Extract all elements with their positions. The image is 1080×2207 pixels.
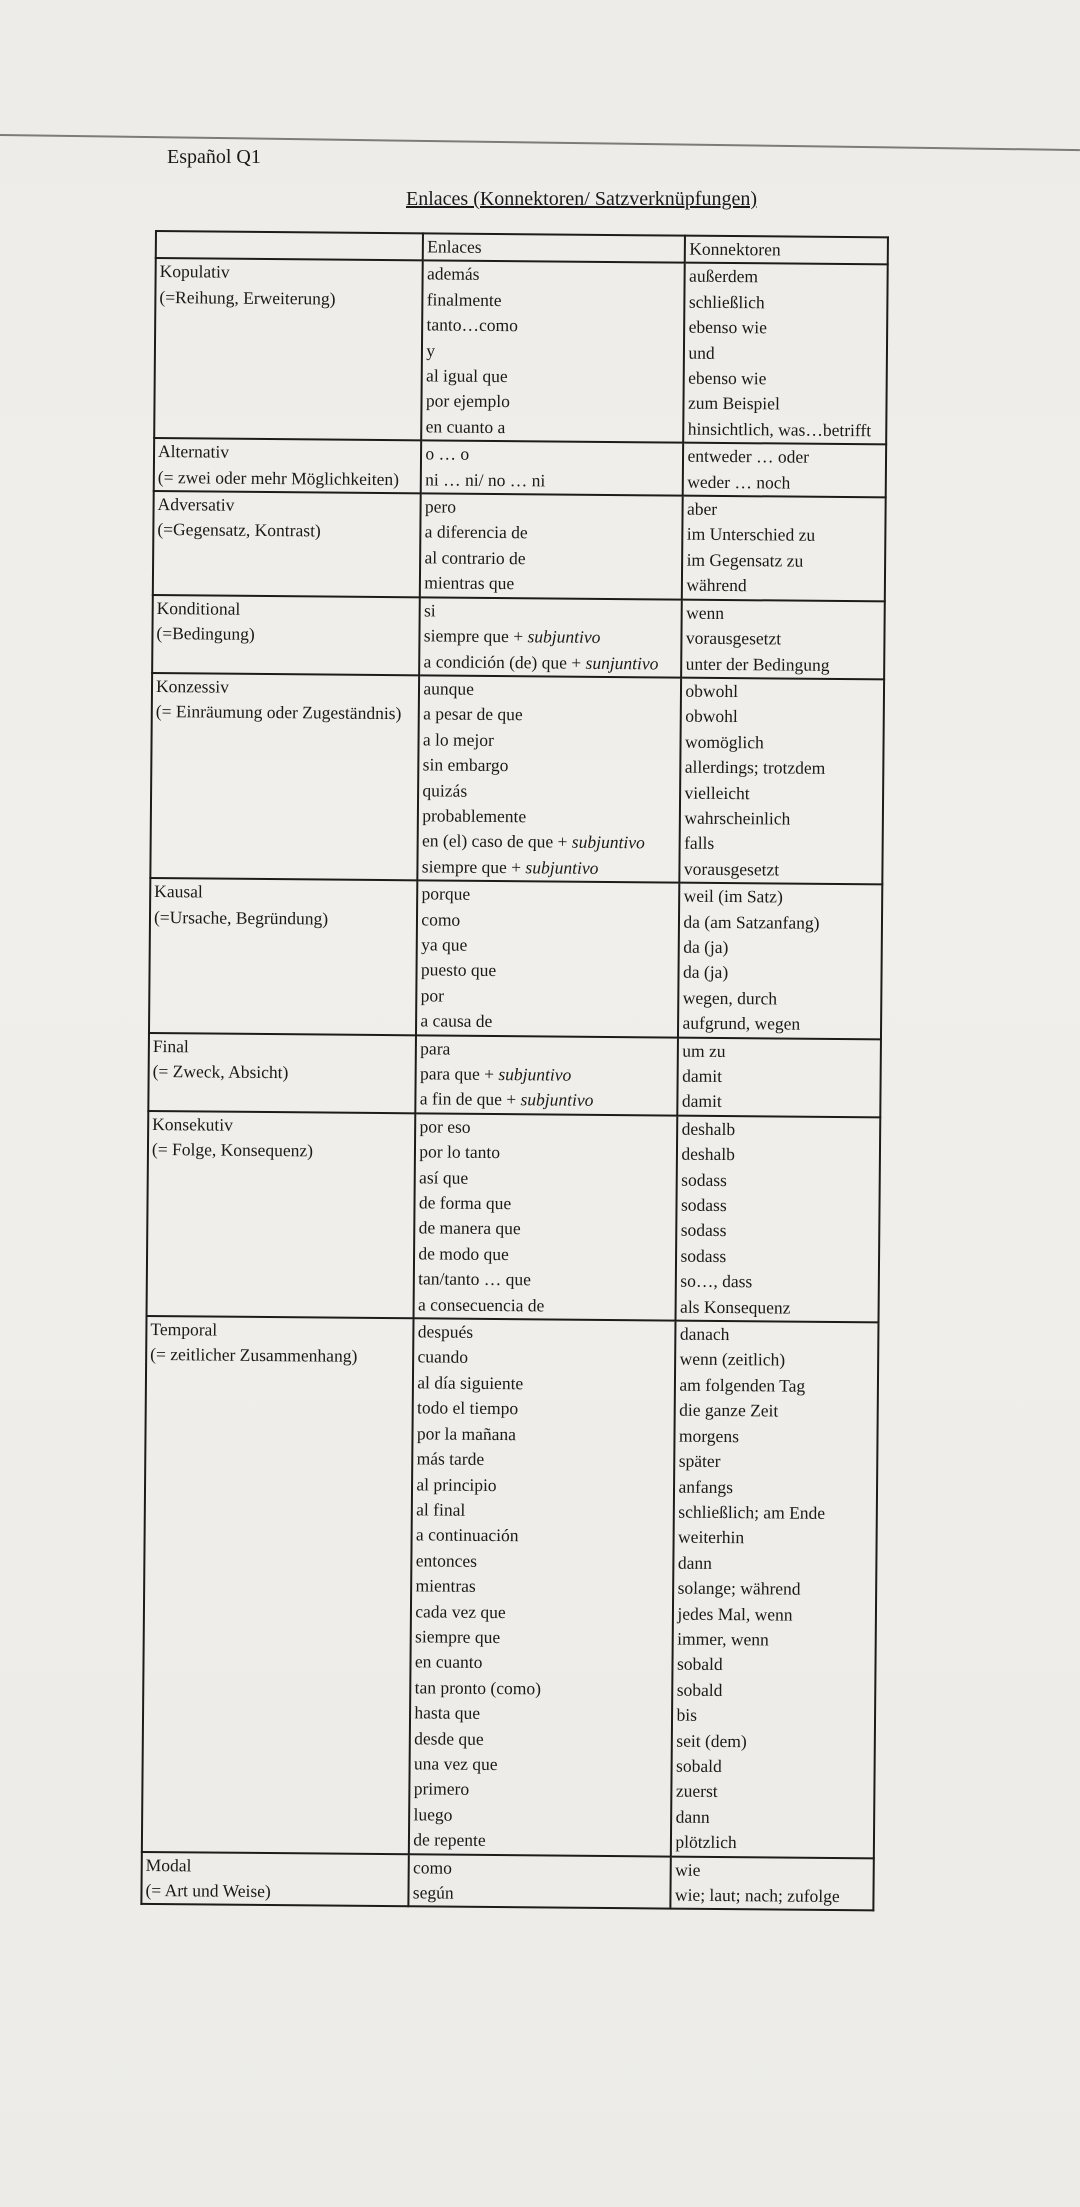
enlaces-cell-line: de forma que [418,1192,512,1214]
category-cell [147,1111,416,1319]
konnektoren-cell-line: vorausgesetzt [685,627,782,649]
konnektoren-cell-line: seit (dem) [676,1730,747,1751]
category-cell-line: (= Folge, Konsequenz) [151,1139,314,1161]
konnektoren-cell-line: wahrscheinlich [684,807,791,829]
enlaces-cell-line: al principio [416,1473,497,1495]
category-cell-line: (=Bedingung) [156,623,255,644]
table-row [142,1316,879,1858]
konnektoren-cell [682,599,885,679]
category-cell-line: (=Gegensatz, Kontrast) [157,519,321,541]
category-cell [149,878,418,1035]
konnektoren-cell [680,678,884,885]
enlaces-cell-line: a lo mejor [422,729,494,750]
category-cell-line: Kopulativ [159,261,230,283]
konnektoren-cell-line: zuerst [675,1780,718,1802]
konnektoren-cell-line: morgens [678,1425,740,1446]
enlaces-cell-line: por la mañana [416,1423,517,1444]
konnektoren-cell [671,1321,878,1858]
konnektoren-cell-line: weil (im Satz) [683,885,783,907]
connectors-table [140,230,889,1912]
header-category [156,231,424,261]
enlaces-cell-line: y [426,339,436,361]
konnektoren-cell-line: solange; während [677,1577,801,1599]
enlaces-cell-line: puesto que [420,959,497,981]
enlaces-cell-line: al contrario de [424,547,526,569]
enlaces-cell-line: tanto…como [426,314,519,336]
enlaces-cell-line: desde que [414,1727,484,1749]
enlaces-cell-line: luego [413,1804,453,1825]
category-cell-line: Konditional [156,597,241,619]
konnektoren-cell-line: da (am Satzanfang) [683,911,820,933]
konnektoren-cell-line: außerdem [689,266,759,287]
konnektoren-cell-line: damit [682,1065,723,1086]
enlaces-cell-line: mientras [415,1575,476,1596]
konnektoren-cell [678,1037,881,1117]
konnektoren-cell-line: aufgrund, wegen [682,1012,801,1034]
table-row [150,673,884,885]
category-cell-line: (= Einräumung oder Zugeständnis) [155,701,402,724]
enlaces-cell-line: en cuanto a [425,416,506,437]
konnektoren-cell-line: damit [681,1091,722,1112]
enlaces-cell-line: según [412,1882,454,1903]
konnektoren-cell-line: um zu [682,1040,726,1061]
category-cell [142,1316,414,1854]
konnektoren-cell-line: wenn [686,602,725,623]
konnektoren-cell-line: weiterhin [678,1526,745,1548]
konnektoren-cell-line: hinsichtlich, was…betrifft [687,418,872,441]
category-cell-line: (= zwei oder mehr Möglichkeiten) [157,466,400,489]
category-cell-line: Konsekutiv [152,1113,233,1135]
konnektoren-cell-line: und [688,342,715,363]
header-enlaces: Enlaces [423,233,685,263]
document-title: Enlaces (Konnektoren/ Satzverknüpfungen) [406,188,757,210]
konnektoren-cell-line: sodass [680,1245,727,1266]
konnektoren-cell [682,496,885,601]
enlaces-cell-line: primero [413,1778,470,1800]
table-row [154,258,888,444]
enlaces-cell-line: por ejemplo [425,390,511,412]
enlaces-cell-line: finalmente [426,289,502,310]
konnektoren-cell-line: immer, wenn [677,1628,769,1650]
enlaces-cell-line: para [420,1037,451,1059]
konnektoren-cell-line: womöglich [684,731,764,753]
table-row [147,1111,881,1323]
enlaces-cell-line: todo el tiempo [417,1397,519,1419]
konnektoren-cell-line: allerdings; trotzdem [684,756,826,778]
enlaces-cell-line: siempre que + subjuntivo [423,625,601,647]
enlaces-cell-line: cuando [417,1346,469,1368]
enlaces-cell-line: siempre que + subjuntivo [421,856,599,878]
konnektoren-cell-line: anfangs [678,1476,734,1497]
enlaces-cell-line: a continuación [415,1524,519,1546]
konnektoren-cell-line: bis [676,1704,698,1725]
enlaces-cell [419,597,682,678]
konnektoren-cell-line: obwohl [685,680,739,702]
enlaces-cell [416,880,679,1037]
konnektoren-cell-line: schließlich [688,291,765,313]
enlaces-cell [416,1035,679,1116]
konnektoren-cell-line: sodass [681,1169,728,1190]
konnektoren-cell-line: wie; laut; nach; zufolge [674,1884,840,1907]
konnektoren-cell-line: unter der Bedingung [685,653,830,675]
enlaces-cell-line: después [417,1321,474,1342]
enlaces-cell-line: porque [421,883,471,904]
table-row [154,438,886,497]
enlaces-cell-line: siempre que [415,1626,501,1648]
konnektoren-cell-line: jedes Mal, wenn [677,1603,793,1625]
enlaces-cell-line: por [420,985,445,1006]
konnektoren-cell-line: danach [679,1323,730,1345]
konnektoren-cell-line: schließlich; am Ende [678,1501,826,1523]
konnektoren-cell-line: sodass [680,1220,727,1241]
enlaces-cell [420,493,683,599]
enlaces-cell [414,1113,678,1321]
enlaces-cell-line: ni … ni/ no … ni [425,469,546,491]
konnektoren-cell [684,263,888,445]
category-cell-line: Modal [145,1854,192,1875]
enlaces-cell [421,441,684,496]
table-row [148,1033,881,1118]
konnektoren-cell-line: vorausgesetzt [683,858,780,880]
konnektoren-cell [683,443,886,498]
enlaces-cell-line: en cuanto [414,1651,483,1673]
konnektoren-cell [671,1856,874,1911]
category-cell-line: Konzessiv [155,675,230,697]
category-cell-line: (=Reihung, Erweiterung) [159,286,336,309]
enlaces-cell-line: a consecuencia de [417,1293,545,1316]
konnektoren-cell [678,883,882,1039]
konnektoren-cell-line: die ganze Zeit [679,1399,779,1421]
konnektoren-cell-line: während [686,574,747,596]
enlaces-cell-line: al igual que [426,365,508,387]
konnektoren-cell-line: deshalb [681,1143,735,1165]
category-cell [154,438,422,493]
enlaces-cell-line: quizás [422,779,468,801]
category-cell-line: (= zeitlicher Zusammenhang) [150,1344,358,1367]
enlaces-cell-line: en (el) caso de que + subjuntivo [421,830,645,853]
enlaces-cell-line: por lo tanto [419,1141,501,1163]
konnektoren-cell-line: wegen, durch [682,987,778,1009]
enlaces-cell-line: así que [419,1166,469,1188]
enlaces-cell-line: pero [424,496,457,517]
course-label: Español Q1 [167,146,261,168]
header-konnektoren: Konnektoren [685,236,888,265]
enlaces-cell-line: a pesar de que [423,703,523,725]
konnektoren-cell-line: deshalb [681,1118,736,1139]
konnektoren-cell-line: ebenso wie [688,367,767,389]
category-cell-line: (= Zweck, Absicht) [152,1061,289,1083]
konnektoren-cell-line: später [678,1450,721,1472]
enlaces-cell-line: de modo que [418,1243,509,1264]
konnektoren-cell-line: da (ja) [682,962,729,983]
konnektoren-cell-line: wie [675,1859,701,1880]
table-row [149,878,882,1039]
table-row [141,1852,873,1911]
category-cell-line: Kausal [154,881,203,902]
enlaces-cell-line: ya que [421,934,468,955]
enlaces-cell-line: a condición (de) que + sunjuntivo [423,650,659,673]
enlaces-cell-line: para que + subjuntivo [419,1063,572,1085]
enlaces-cell-line: como [421,908,461,930]
enlaces-cell-line: de repente [413,1829,486,1851]
enlaces-cell-line: hasta que [414,1702,481,1724]
enlaces-cell-line: por eso [419,1116,471,1137]
enlaces-cell-line: como [412,1856,453,1878]
enlaces-cell-line: una vez que [413,1753,498,1775]
konnektoren-cell-line: wenn (zeitlich) [679,1349,786,1371]
enlaces-cell [409,1318,676,1856]
konnektoren-cell-line: im Unterschied zu [686,524,816,546]
konnektoren-cell-line: ebenso wie [688,316,767,338]
table-row [153,491,886,601]
enlaces-cell-line: a fin de que + subjuntivo [419,1088,594,1111]
enlaces-cell-line: además [426,263,480,285]
table-row [152,595,885,680]
konnektoren-cell-line: vielleicht [684,782,750,803]
konnektoren-cell-line: dann [675,1806,710,1827]
konnektoren-cell-line: weder … noch [687,471,791,493]
konnektoren-cell-line: dann [677,1552,712,1573]
konnektoren-cell-line: im Gegensatz zu [686,549,804,571]
category-cell-line: (= Art und Weise) [145,1879,271,1902]
enlaces-cell-line: de manera que [418,1217,521,1239]
category-cell [150,673,419,881]
category-cell [154,258,423,440]
category-cell [148,1033,416,1114]
konnektoren-cell [676,1115,880,1322]
enlaces-cell-line: entonces [415,1550,478,1571]
konnektoren-cell-line: als Konsequenz [680,1296,791,1318]
enlaces-cell-line: tan/tanto … que [418,1268,532,1290]
category-cell [152,595,420,676]
konnektoren-cell-line: zum Beispiel [687,393,780,414]
enlaces-cell-line: tan pronto (como) [414,1677,542,1699]
category-cell [141,1852,409,1907]
enlaces-cell-line: a causa de [420,1010,493,1032]
enlaces-cell-line: cada vez que [415,1600,506,1622]
category-cell-line: Adversativ [157,494,235,515]
konnektoren-cell-line: entweder … oder [687,445,810,467]
enlaces-cell [422,261,686,443]
konnektoren-cell-line: sobald [676,1679,723,1700]
konnektoren-cell-line: so…, dass [680,1270,753,1292]
konnektoren-cell-line: am folgenden Tag [679,1374,806,1396]
connectors-sheet [140,230,889,1912]
enlaces-cell-line: más tarde [416,1448,485,1470]
enlaces-cell-line: probablemente [422,805,527,827]
enlaces-cell-line: a diferencia de [424,521,528,543]
enlaces-cell-line: sin embargo [422,754,509,776]
konnektoren-cell-line: sobald [676,1653,723,1675]
enlaces-cell-line: al día siguiente [417,1372,524,1394]
enlaces-cell-line: si [423,600,436,621]
konnektoren-cell-line: aber [686,498,718,519]
category-cell-line: (=Ursache, Begründung) [153,906,329,929]
konnektoren-cell-line: sobald [676,1755,722,1776]
konnektoren-cell-line: plötzlich [675,1831,737,1853]
enlaces-cell-line: o … o [425,443,470,464]
enlaces-cell [409,1854,672,1909]
enlaces-cell-line: mientras que [424,572,515,594]
category-cell-line: Alternativ [157,441,230,462]
category-cell-line: Temporal [150,1319,218,1340]
konnektoren-cell-line: da (ja) [683,936,729,957]
konnektoren-cell-line: obwohl [685,705,738,727]
enlaces-cell-line: aunque [423,678,475,699]
enlaces-cell-line: al final [416,1499,466,1520]
category-cell-line: Final [152,1035,189,1056]
konnektoren-cell-line: sodass [680,1194,727,1216]
paper-edge [0,134,1080,151]
enlaces-cell [418,675,682,883]
category-cell [153,491,421,597]
konnektoren-cell-line: falls [684,832,715,854]
